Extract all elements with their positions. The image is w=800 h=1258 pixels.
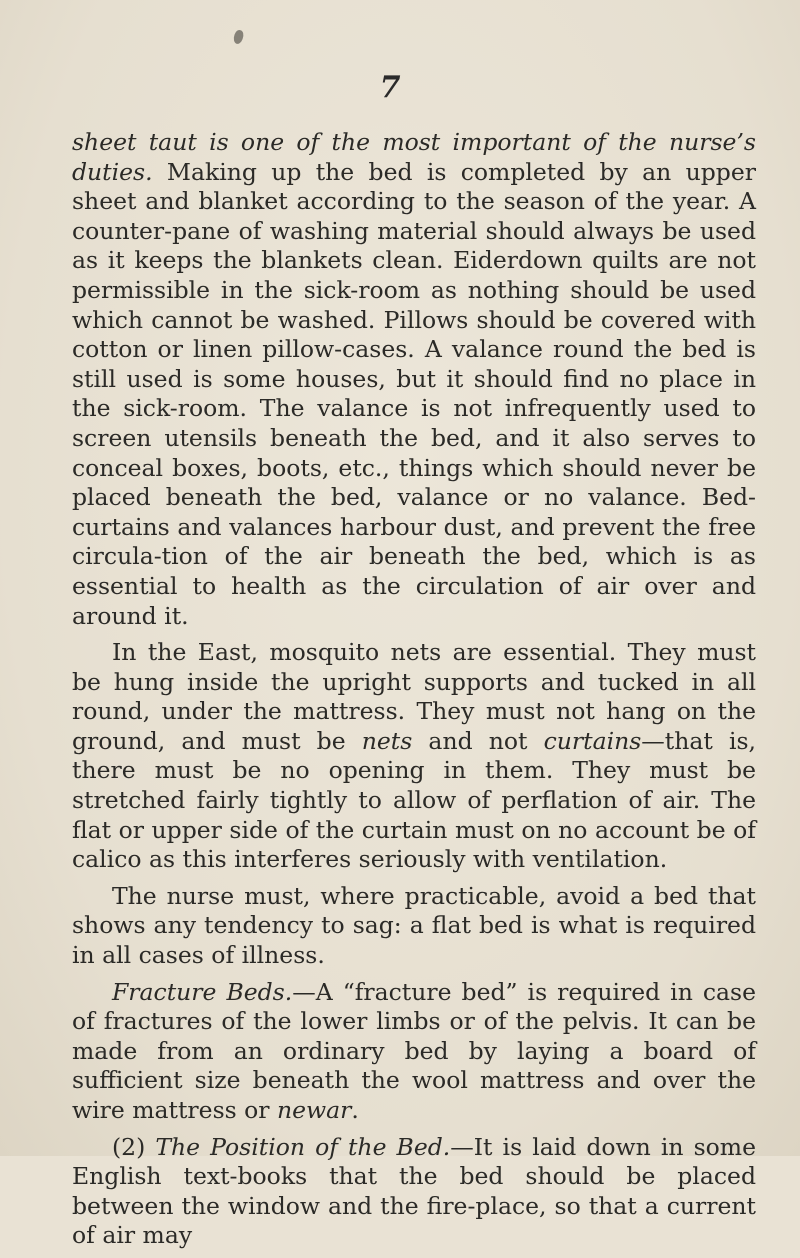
text-segment: The nurse must, where practicable, avoid a bed that shows any tendency to sag: a flat bed is what is required in all cases of illness. xyxy=(72,881,756,970)
paragraph-bed-making xyxy=(72,128,756,631)
text-segment: nets xyxy=(361,726,413,755)
page-number: 7 xyxy=(379,70,401,105)
paragraph-bed-position xyxy=(72,1133,756,1251)
text-segment: and not xyxy=(412,726,544,755)
text-segment: curtains xyxy=(543,726,642,755)
text-segment: . xyxy=(351,1096,359,1124)
text-segment: newar xyxy=(277,1096,352,1124)
text-segment: Making up the bed is completed by an upper sheet and blanket according to the season of the year. A counter-pane of washing material should always be used as it keeps the blankets clean. Eiderdown quilts are not permissible in the sick-room as nothing should be used which cannot be washed. Pillows should be covered with cotton or linen pillow-cases. A valance round the bed is still used is some houses, but it should find no place in the sick-room. The valance is not infrequently used to screen utensils beneath the bed, and it also serves to conceal boxes, boots, etc., things which should never be placed beneath the bed, valance or no valance. Bed-curtains and valances harbour dust, and prevent the free circula-tion of the air beneath the bed, which is as essential to health as the circulation of air over and around it. xyxy=(72,157,756,630)
text-segment: In the East, mosquito nets are essential. They must be hung inside the upright supports and tucked in all round, under the mattress. They must not hang on the ground, and must be xyxy=(72,638,756,755)
text-segment: —that is, there must be no opening in them. They must be stretched fairly tightly to allow of perflation of air. The flat or upper side of the curtain must on no account be of calico as this interferes seriously with ventilation. xyxy=(72,726,756,874)
paragraph-fracture-beds xyxy=(72,978,756,1126)
ink-spot xyxy=(232,29,245,45)
section-heading: Fracture Beds. xyxy=(112,977,293,1006)
section-heading: The Position of the Bed. xyxy=(155,1132,451,1161)
text-segment: sheet taut is one of the most important of the nurse’s duties. xyxy=(72,128,756,186)
paragraph-mosquito-nets xyxy=(72,638,756,875)
page-body-text xyxy=(72,128,756,1258)
text-segment: —It is laid down in some English text-books that the bed should be placed between the window and the fire-place, so that a current of air may xyxy=(72,1132,757,1250)
text-segment: (2) xyxy=(112,1132,156,1161)
text-segment: —A “fracture bed” is required in case of fractures of the lower limbs or of the pelvis. It can be made from an ordinary bed by laying a board of sufficient size beneath the wool mattress and over the wire mattress or xyxy=(72,977,756,1124)
paragraph-flat-bed xyxy=(72,882,756,971)
